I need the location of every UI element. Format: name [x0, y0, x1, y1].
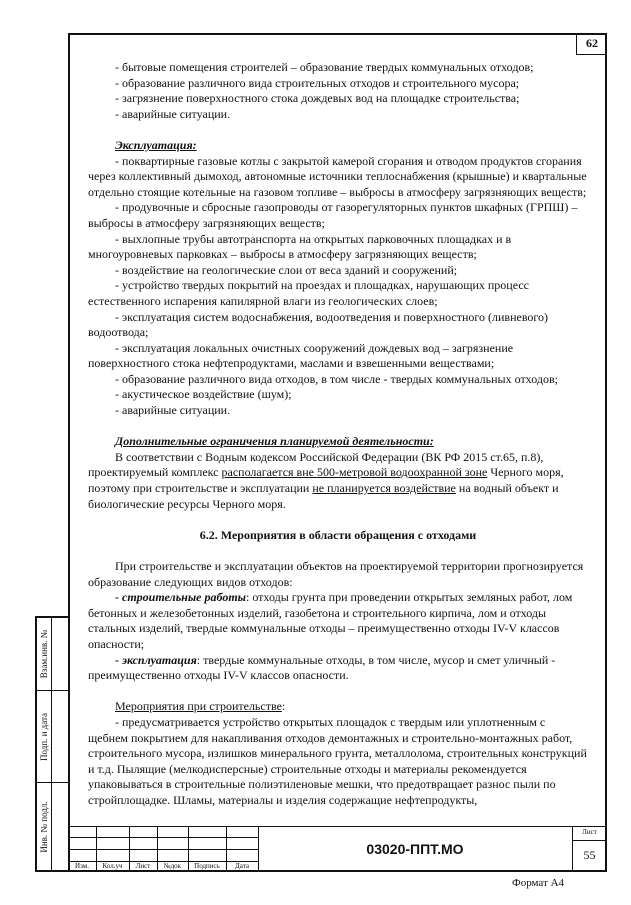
measures-heading-text: Мероприятия при строительстве [115, 699, 282, 714]
tb-header-list: Лист [135, 862, 151, 870]
operation-label: - эксплуатация [115, 652, 197, 667]
side-row-vzam [37, 618, 68, 691]
bullet-paragraph: - эксплуатация локальных очистных сооружений дождевых вод – загрязнение поверхностного стока нефтепродуктами, маслами и взвешенными веществами; [88, 340, 514, 371]
waste-intro: При строительстве и эксплуатации объектов на проектируемой территории прогнозируется образование следующих видов отходов: [88, 559, 584, 589]
side-label-inv: Инв. № подл. [39, 800, 49, 853]
measures-text: - предусматривается устройство открытых площадок с твердым или уплотненным с щебнем покрытием для накапливания отходов демонтажных и строительно-монтажных работ, строительного мусора, излишков минерального грунта, металлолома, строительных конструкций и т.д. Пылящие (мелкодисперсные) строительные отходы и материалы рекомендуется упаковываться в строительные полиэтиленовые мешки, что предотвращает разнос пыли по стройплощадке. Шламы, материалы и изделия содержащие нефтепродукты, [88, 714, 587, 807]
paragraph-gap [88, 419, 588, 435]
water-code-paragraph [88, 450, 588, 512]
bullet-paragraph: - аварийные ситуации. [115, 106, 231, 121]
side-row-inv [37, 783, 68, 870]
format-label: Формат А4 [512, 877, 565, 889]
subsection-heading: Дополнительные ограничения планируемой деятельности: [115, 434, 434, 449]
water-code-text-3: на водный объект и биологические ресурсы Черного моря. [88, 481, 559, 511]
tb-header-ndok: №док [163, 862, 182, 870]
construction-waste-paragraph [88, 590, 588, 652]
section-heading: 6.2. Мероприятия в области обращения с отходами [199, 527, 477, 542]
bullet-paragraph: - бытовые помещения строителей – образование твердых коммунальных отходов; [115, 60, 534, 74]
construction-text: : отходы грунта при проведении открытых земляных работ, лом бетонных и железобетонных изделий, газобетона и строительного кирпича, лом и отходы стальных изделий, твердые коммунальные отходы – преимущественно отходы IV-V классов опасности; [88, 590, 573, 651]
sheet-label: Лист [582, 828, 597, 836]
paragraph-gap [88, 122, 588, 138]
measures-heading-colon: : [281, 699, 286, 714]
side-label-vzam: Взам.инв. № [39, 629, 49, 679]
title-block [68, 826, 607, 872]
water-code-text-2: Черного моря, поэтому при строительстве и эксплуатации [88, 465, 564, 496]
tb-header-koluch: Кол.уч [102, 862, 123, 870]
bullet-paragraph: - воздействие на геологические слои от веса зданий и сооружений; [115, 262, 458, 277]
bullet-paragraph: - устройство твердых покрытий на проездах и площадках, нарушающих процесс естественного испарения капилярной влаги из геологических слоев; [88, 278, 529, 308]
water-code-text-1: В соответствии с Водным кодексом Российской Федерации (ВК РФ 2015 ст.65, п.8), проектируемый комплекс [88, 449, 544, 480]
subsection-heading: Эксплуатация: [115, 137, 197, 152]
measures-heading [88, 699, 588, 715]
paragraph-list [88, 60, 588, 450]
bullet-paragraph: - эксплуатация систем водоснабжения, водоотведения и поверхностного (ливневого) водоотвода; [88, 309, 549, 340]
operation-waste-paragraph [88, 653, 588, 684]
bullet-paragraph: - продувочные и сбросные газопроводы от газорегуляторных пунктов шкафных (ГРПШ) – выбросы в атмосферу загрязняющих веществ; [88, 200, 578, 230]
bullet-paragraph: - выхлопные трубы автотранспорта на открытых парковочных площадках и в многоуровневых парковках – выбросы в атмосферу загрязняющих веществ; [88, 231, 512, 262]
page-number: 62 [576, 33, 607, 55]
document-body [88, 60, 588, 809]
bullet-paragraph: - поквартирные газовые котлы с закрытой камерой сгорания и отводом продуктов сгорания через коллективный дымоход, автономные источники теплоснабжения (крышные) и квартальные отдельно стоящие котельные на газовом топливе – выбросы в атмосферу загрязняющих веществ; [88, 153, 587, 199]
side-stamp [35, 616, 68, 872]
bullet-paragraph: - загрязнение поверхностного стока дождевых вод на площадке строительства; [115, 91, 520, 106]
document-code: 03020-ППТ.МО [366, 841, 464, 857]
tb-header-izm: Изм. [75, 862, 89, 870]
side-row-podp [37, 691, 68, 783]
bullet-paragraph: - аварийные ситуации. [115, 403, 231, 418]
water-code-underlined-2: не планируется воздействие [312, 481, 456, 496]
operation-text: : твердые коммунальные отходы, в том числе, мусор и смет уличный - преимущественно отходы IV-V классов опасности. [88, 652, 556, 683]
construction-label: - строительные работы [115, 590, 246, 605]
sheet-number: 55 [583, 848, 596, 862]
bullet-paragraph: - образование различного вида строительных отходов и строительного мусора; [115, 75, 520, 90]
bullet-paragraph: - акустическое воздействие (шум); [115, 387, 292, 402]
side-label-podp: Подп. и дата [39, 712, 49, 761]
tb-header-data: Дата [235, 862, 249, 870]
water-code-underlined-1: располагается вне 500-метровой водоохранной зоне [221, 465, 488, 480]
tb-header-podpis: Подпись [194, 862, 220, 870]
bullet-paragraph: - образование различного вида отходов, в том числе - твердых коммунальных отходов; [115, 371, 558, 386]
